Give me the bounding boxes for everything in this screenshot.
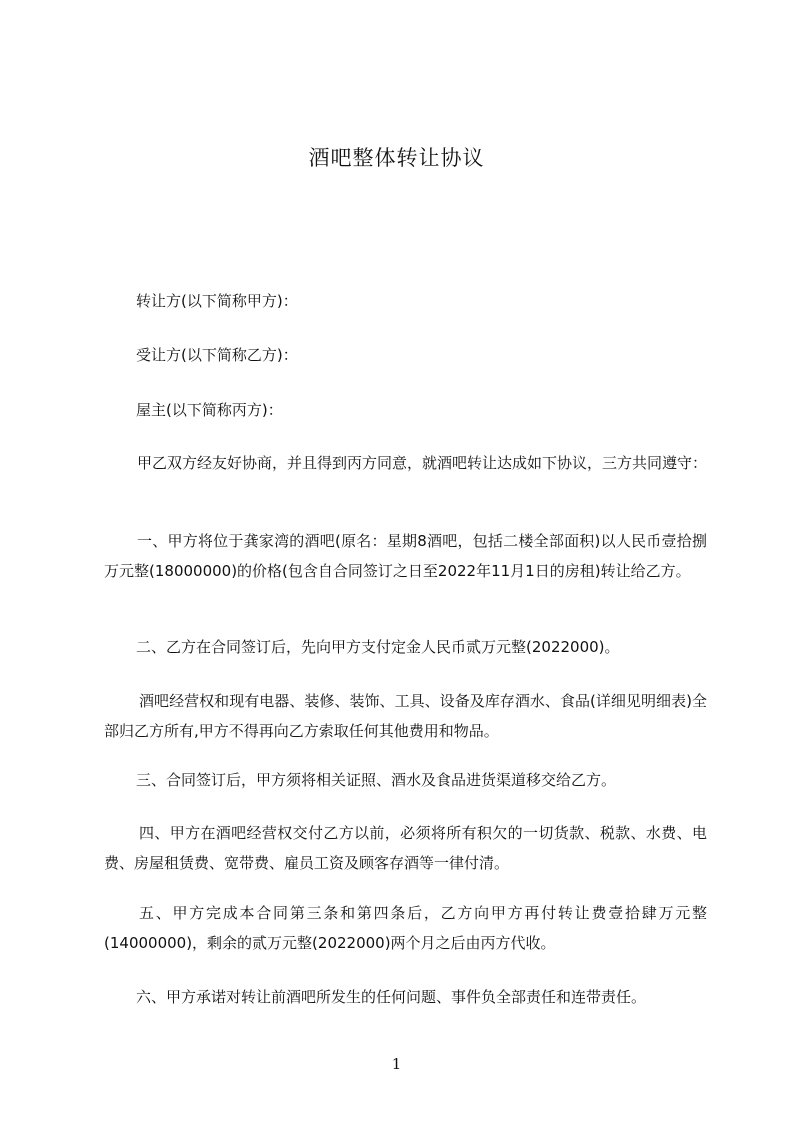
clause-4-paragraph: 四、甲方在酒吧经营权交付乙方以前，必须将所有积欠的一切货款、税款、水费、电费、房屋租赁费、宽带费、雇员工资及顾客存酒等一律付清。 [104, 824, 707, 872]
clause-2-paragraph: 二、乙方在合同签订后，先向甲方支付定金人民币贰万元整(2022000)。 [136, 638, 620, 656]
party-landlord-line: 屋主(以下简称丙方)： [136, 401, 283, 419]
document-title: 酒吧整体转让协议 [308, 146, 485, 170]
clause-2-detail-paragraph: 酒吧经营权和现有电器、装修、装饰、工具、设备及库存酒水、食品(详细见明细表)全部归乙方所有,甲方不得再向乙方索取任何其他费用和物品。 [104, 692, 707, 740]
party-transferee-line: 受让方(以下简称乙方)： [136, 346, 298, 364]
page-number: 1 [391, 1055, 402, 1073]
clause-1-paragraph: 一、甲方将位于龚家湾的酒吧(原名：星期8酒吧，包括二楼全部面积)以人民币壹拾捌万元整(18000000)的价格(包含自合同签订之日至2022年11月1日的房租)转让给乙方。 [104, 532, 707, 580]
party-transferor-line: 转让方(以下简称甲方)： [136, 292, 298, 310]
clause-6-paragraph: 六、甲方承诺对转让前酒吧所发生的任何问题、事件负全部责任和连带责任。 [136, 988, 647, 1006]
clause-3-paragraph: 三、合同签订后，甲方须将相关证照、酒水及食品进货渠道移交给乙方。 [136, 771, 617, 789]
clause-5-paragraph: 五、甲方完成本合同第三条和第四条后，乙方向甲方再付转让费壹拾肆万元整(14000000)，剩余的贰万元整(2022000)两个月之后由丙方代收。 [104, 904, 707, 952]
intro-paragraph: 甲乙双方经友好协商，并且得到丙方同意，就酒吧转让达成如下协议，三方共同遵守： [137, 454, 708, 472]
